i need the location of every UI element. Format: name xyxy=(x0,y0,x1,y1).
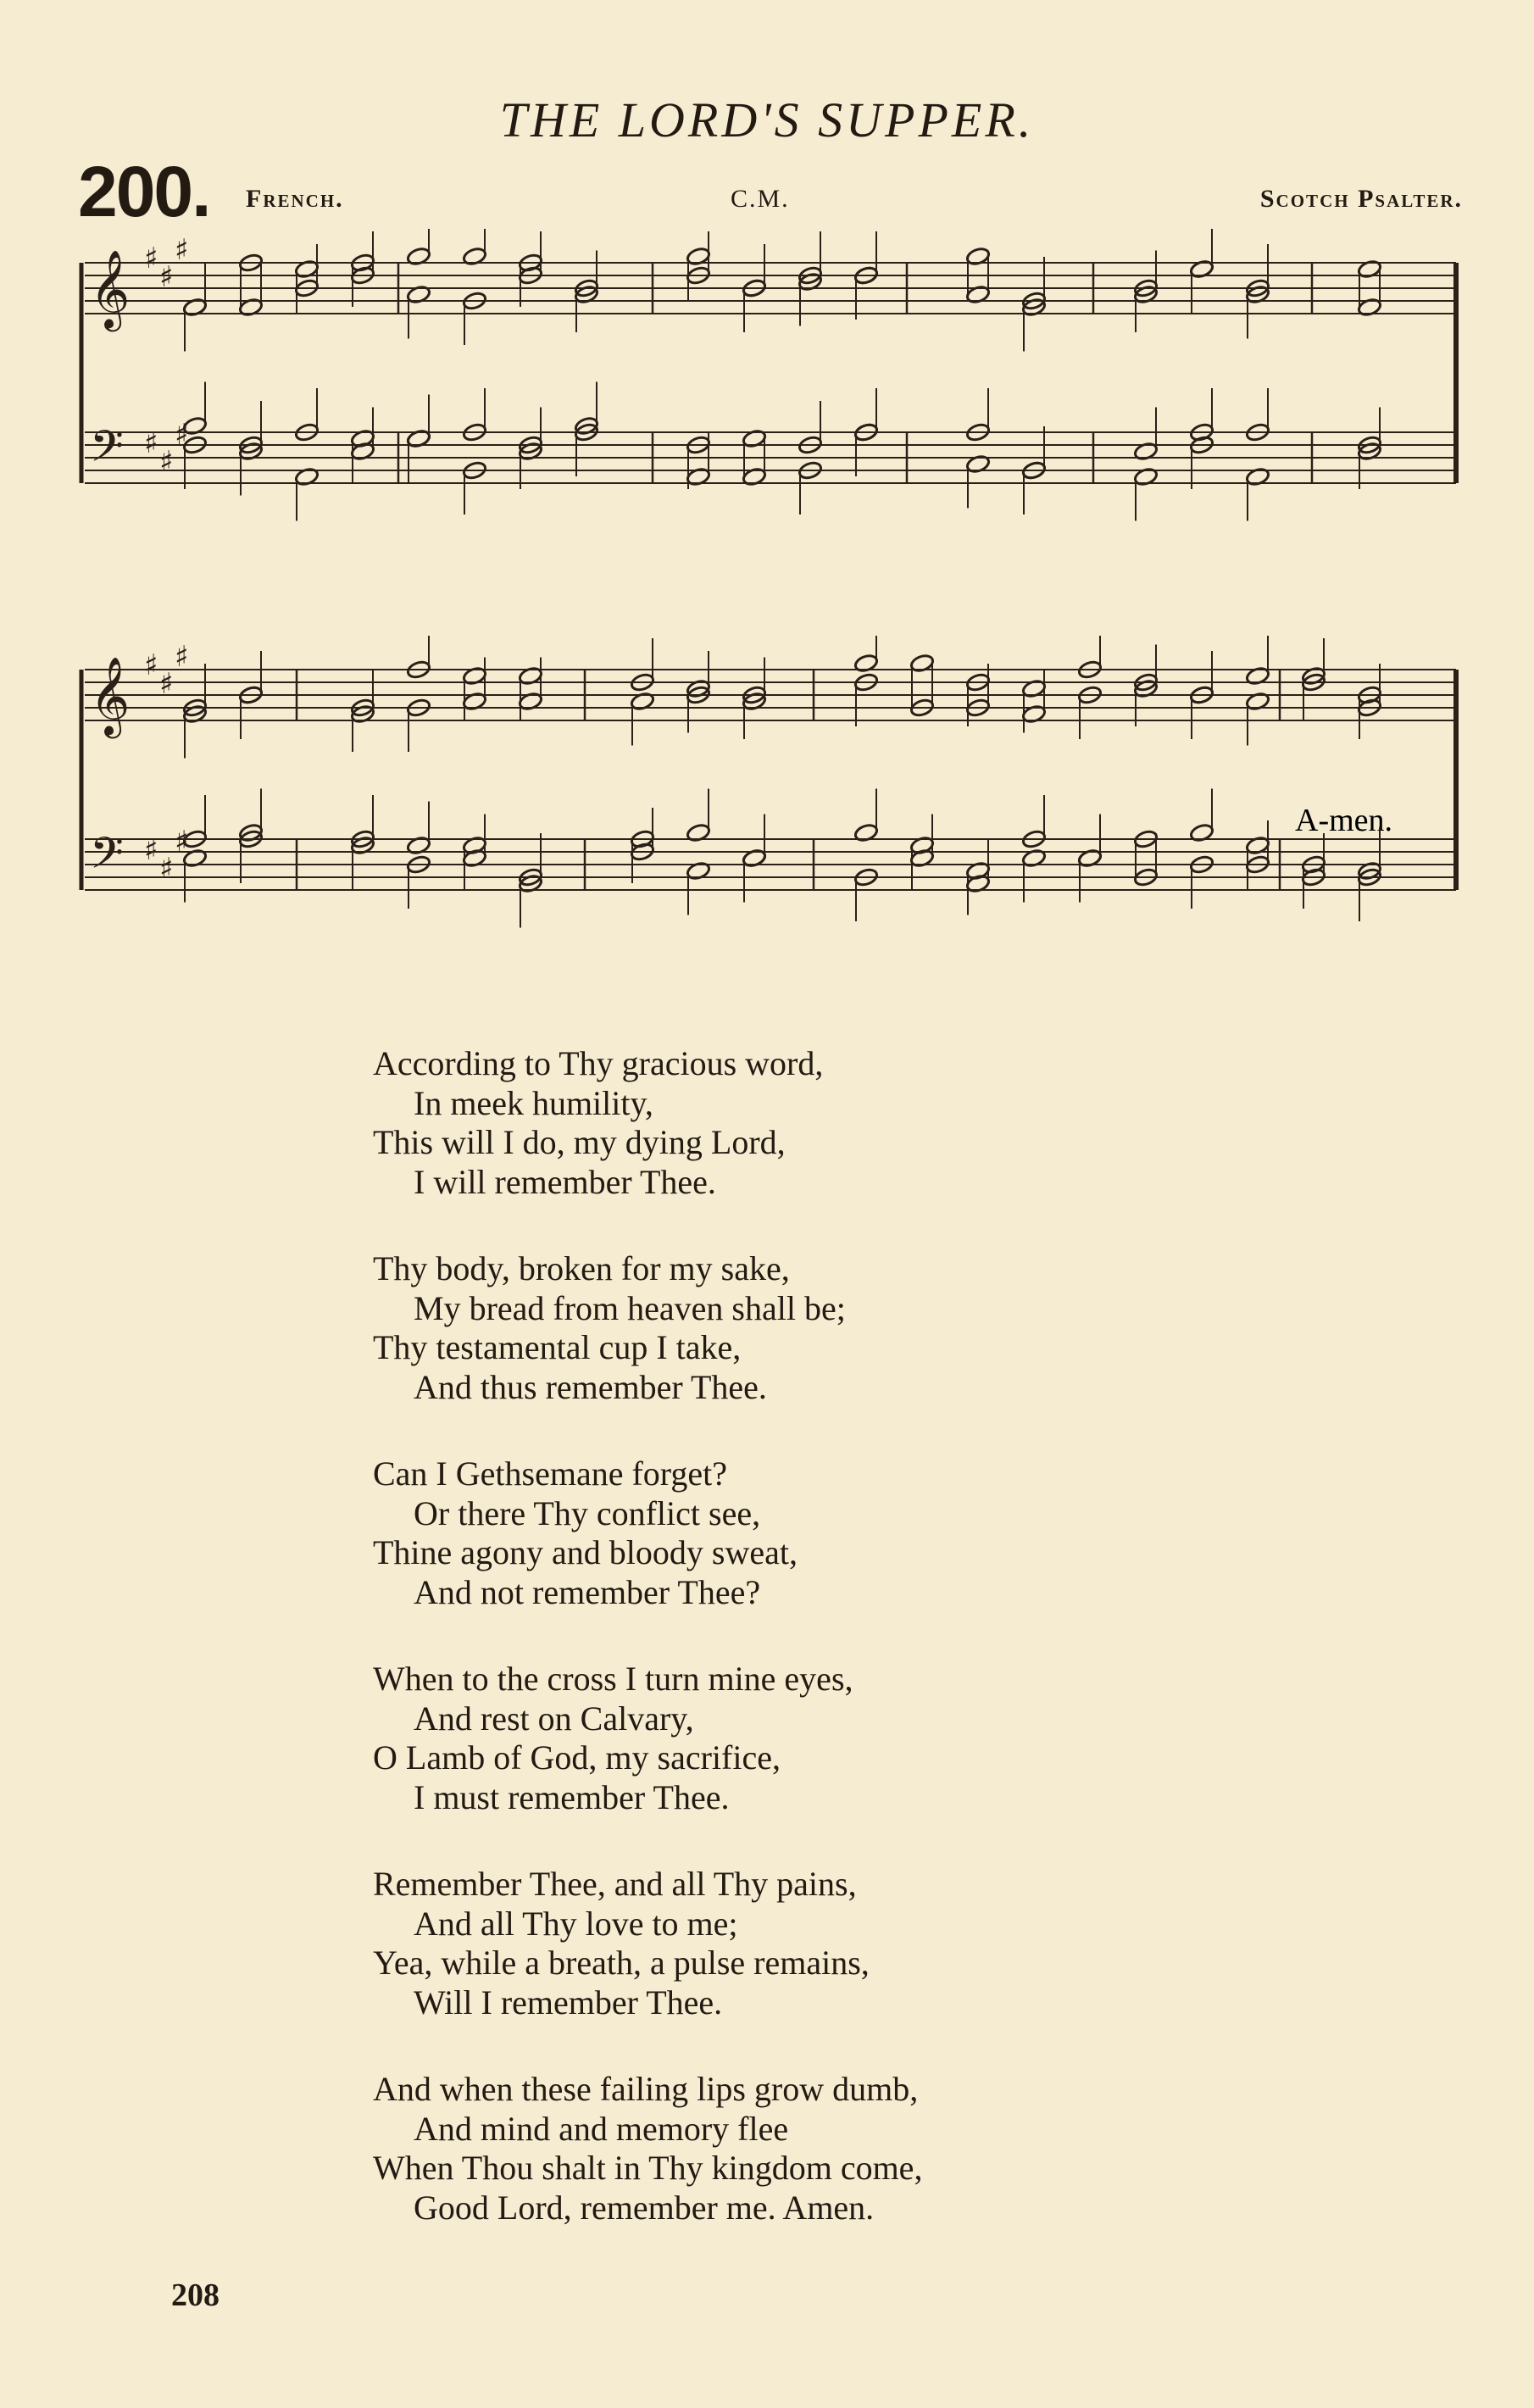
running-title: THE LORD'S SUPPER. xyxy=(499,92,1035,147)
stanza xyxy=(373,1454,1220,1612)
sharp-sign: ♯ xyxy=(159,852,174,886)
tune-name: French. xyxy=(246,185,344,213)
verse-line: And all Thy love to me; xyxy=(414,1904,738,1943)
meter: C.M. xyxy=(731,185,790,213)
music-system-2 xyxy=(0,636,1534,966)
page-number: 208 xyxy=(171,2277,220,2313)
sharp-sign: ♯ xyxy=(144,242,158,275)
amen-label: A-men. xyxy=(1295,803,1393,838)
verse-line: Thy testamental cup I take, xyxy=(373,1328,742,1366)
score-staff-svg xyxy=(0,636,1534,966)
verse-line: Will I remember Thee. xyxy=(414,1983,723,2021)
verse-line: Yea, while a breath, a pulse remains, xyxy=(373,1944,870,1982)
verse-line: Or there Thy conflict see, xyxy=(414,1493,761,1532)
verse-line: I will remember Thee. xyxy=(414,1162,716,1201)
bass-clef: 𝄢 xyxy=(90,420,124,482)
sharp-sign: ♯ xyxy=(175,233,189,267)
sharp-sign: ♯ xyxy=(175,640,189,674)
stanza xyxy=(373,1044,1220,1202)
sharp-sign: ♯ xyxy=(159,260,174,294)
stanza xyxy=(373,2070,1220,2227)
verse-line: I must remember Thee. xyxy=(414,1777,730,1816)
stanza xyxy=(373,1249,1220,1407)
verse-line: And when these failing lips grow dumb, xyxy=(373,2070,919,2108)
sharp-sign: ♯ xyxy=(159,667,174,701)
verse-line: And not remember Thee? xyxy=(414,1572,761,1611)
verse-line: When Thou shalt in Thy kingdom come, xyxy=(373,2149,923,2187)
verse-line: Good Lord, remember me. Amen. xyxy=(414,2188,875,2227)
sharp-sign: ♯ xyxy=(144,648,158,682)
treble-clef: 𝄞 xyxy=(90,249,131,328)
stanza xyxy=(373,1660,1220,1817)
sharp-sign: ♯ xyxy=(144,426,158,460)
verse-line: In meek humility, xyxy=(414,1083,653,1122)
sharp-sign: ♯ xyxy=(144,833,158,867)
treble-clef: 𝄞 xyxy=(90,656,131,735)
bass-clef: 𝄢 xyxy=(90,827,124,889)
verse-line: And mind and memory flee xyxy=(414,2109,789,2148)
sharp-sign: ♯ xyxy=(175,825,189,859)
verse-line: According to Thy gracious word, xyxy=(373,1044,824,1082)
hymn-number: 200. xyxy=(78,152,210,231)
music-system-1 xyxy=(0,229,1534,559)
verse-line: When to the cross I turn mine eyes, xyxy=(373,1660,853,1698)
verse-line: My bread from heaven shall be; xyxy=(414,1288,846,1327)
verse-line: O Lamb of God, my sacrifice, xyxy=(373,1738,781,1777)
stanza xyxy=(373,1865,1220,2022)
verse-line: And thus remember Thee. xyxy=(414,1367,767,1406)
verse-line: And rest on Calvary, xyxy=(414,1699,694,1738)
verses xyxy=(373,1044,1220,2275)
verse-line: Can I Gethsemane forget? xyxy=(373,1454,727,1493)
score-staff-svg xyxy=(0,229,1534,559)
sharp-sign: ♯ xyxy=(175,418,189,452)
verse-line: Remember Thee, and all Thy pains, xyxy=(373,1865,857,1903)
tune-source: Scotch Psalter. xyxy=(1259,185,1463,213)
verse-line: Thine agony and bloody sweat, xyxy=(373,1533,798,1571)
verse-line: Thy body, broken for my sake, xyxy=(373,1249,790,1287)
sharp-sign: ♯ xyxy=(159,445,174,479)
verse-line: This will I do, my dying Lord, xyxy=(373,1123,786,1161)
